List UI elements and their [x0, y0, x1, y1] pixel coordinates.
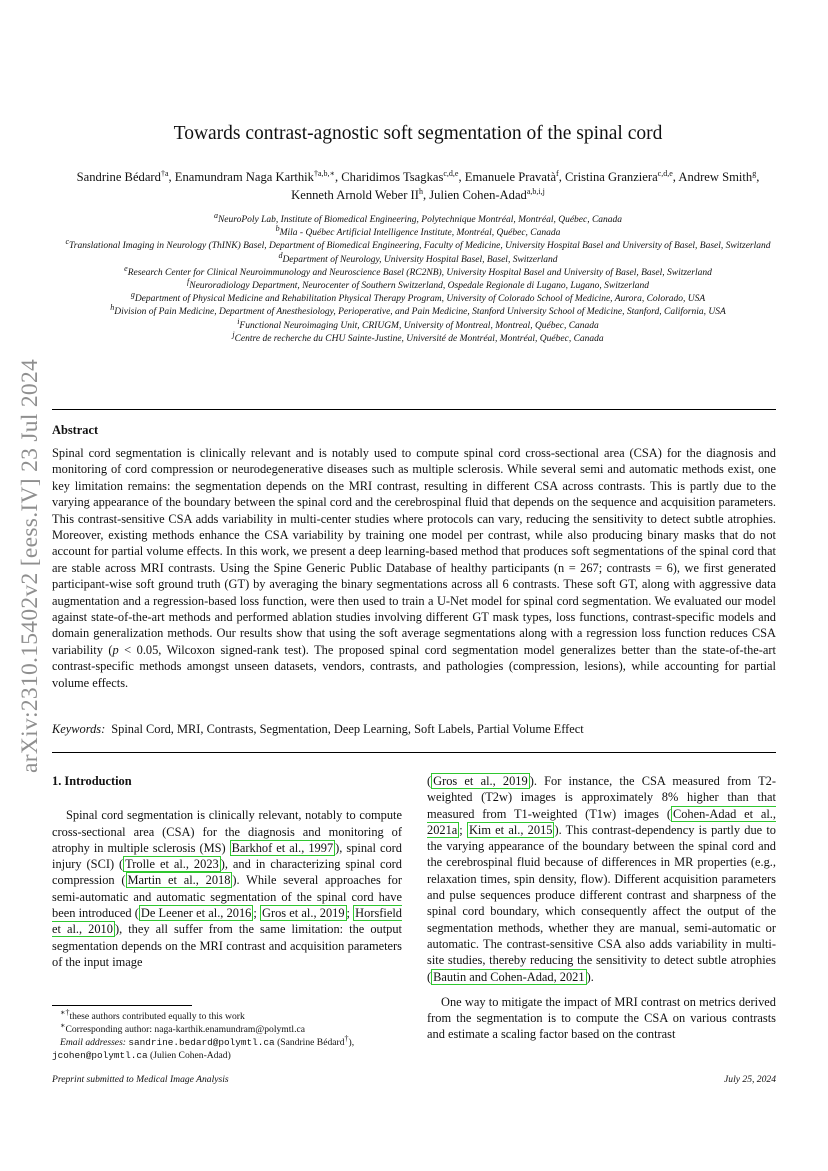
author-name: Charidimos Tsagkas [341, 170, 444, 184]
citation-link[interactable]: Gros et al., 2019 [433, 774, 528, 788]
affiliation-marker: e [124, 263, 128, 273]
abstract-bottom-rule [52, 752, 776, 753]
citation-link[interactable]: Trolle et al., 2023 [125, 857, 219, 872]
abstract-part-2: < 0.05, Wilcoxon signed-rank test). The proposed spinal cord segmentation model generalizes better than the state-of-the-art contrast-specific methods amongst unseen datasets, vendors, contrasts, and pathologies (compression, lesions), while accounting for partial volume effects. [52, 642, 776, 690]
author-affiliation-marker: g [752, 168, 757, 178]
affiliation-marker: c [65, 237, 70, 247]
citation-link[interactable]: Barkhof et al., 1997 [231, 840, 334, 855]
keywords [52, 722, 776, 737]
paper-title: Towards contrast-agnostic soft segmentation of the spinal cord [173, 123, 663, 144]
text-run: ), and in characterizing spinal cord compression ( [52, 857, 402, 888]
affiliation-text: Mila - Québec Artificial Intelligence Institute, Montréal, Québec, Canada [279, 228, 561, 239]
text-run: ( [427, 774, 432, 788]
author [465, 170, 559, 184]
footnote-corresponding [52, 1020, 402, 1036]
footer-date: July 25, 2024 [724, 1074, 776, 1085]
affiliation-text: Department of Neurology, University Hospital Basel, Basel, Switzerland [282, 254, 558, 265]
keywords-label: Keywords: [52, 722, 106, 736]
citation-link[interactable]: Martin et al., 2018 [127, 873, 231, 888]
affiliation-marker: f [187, 276, 190, 286]
citation-link[interactable]: Cohen-Adad et al., 2021a [427, 806, 776, 837]
text-run: ). While several approaches for semi-automatic and automatic segmentation of the spinal cord have been introduced ( [52, 873, 402, 921]
keywords-text: Spinal Cord, MRI, Contrasts, Segmentation, Deep Learning, Soft Labels, Partial Volume Effect [111, 722, 584, 736]
author-name: Kenneth Arnold Weber II [291, 188, 419, 202]
footnote-corr-marker: ∗ [60, 1020, 66, 1030]
footnote-emails-line2 [52, 1049, 402, 1062]
affiliation-marker: j [232, 329, 235, 339]
author-affiliation-marker: c,d,e [443, 168, 459, 178]
author [429, 188, 545, 202]
text-run: Spinal cord segmentation is clinically relevant, notably to compute cross-sectional area (CSA) for the diagnosis and monitoring of atrophy in multiple sclerosis (MS) [52, 808, 402, 855]
abstract-top-rule [52, 409, 776, 410]
author-name: Emanuele Pravatà [464, 170, 557, 184]
author-list: Sandrine Bédard$^{\dagger a}$, Enamundram Naga Karthik$^{\dagger a,b,∗}$, Charidimos Tsagkas$^{c,d,e}$, Emanuele Pravatà$^f$, Cristina Granziera$^{c,d,e}$, Andrew Smith$^g$, Kenneth Arnold Weber $II^h$, Julien Cohen-Adad$^{a,b,i,j}$ [76, 168, 760, 202]
author-affiliation-marker: †a [160, 168, 169, 178]
intro-paragraph-1-continued [427, 773, 776, 985]
affiliation [55, 303, 781, 319]
abstract-text [52, 445, 776, 691]
affiliation [55, 263, 781, 280]
author-name: Andrew Smith [678, 170, 753, 184]
affiliation-text: Department of Physical Medicine and Rehabilitation Physical Therapy Program, University of Colorado School of Medicine, Aurora, Colorado, USA [134, 294, 706, 305]
abstract-p-symbol: p [112, 642, 119, 657]
author-affiliation-marker: †a,b,∗ [313, 168, 335, 178]
affiliation-text: Centre de recherche du CHU Sainte-Justine, Université de Montréal, Montréal, Québec, Canada [234, 333, 604, 344]
author-name: Sandrine Bédard [76, 170, 161, 184]
affiliation [55, 224, 781, 240]
footnote-corr-text: Corresponding author: naga-karthik.enamundram@polymtl.ca [65, 1024, 305, 1035]
author [175, 170, 335, 184]
text-run: ; [459, 822, 467, 837]
author-affiliation-marker: f [556, 168, 559, 178]
email-bedard-close: ), [348, 1037, 355, 1048]
affiliation [55, 329, 781, 346]
email-cohen-adad[interactable]: jcohen@polymtl.ca [52, 1050, 148, 1061]
author-name: Cristina Granziera [565, 170, 658, 184]
citation-link[interactable]: Bautin and Cohen-Adad, 2021 [433, 969, 585, 984]
author-affiliation-marker: c,d,e [657, 168, 673, 178]
text-run: ). [586, 969, 594, 984]
affiliation-text: Research Center for Clinical Neuroimmunology and Neuroscience Basel (RC2NB), University Hospital Basel and University of Basel, Basel, Switzerland [127, 267, 712, 278]
affiliation [55, 316, 781, 333]
intro-left-column [52, 773, 402, 970]
author-affiliation-marker: a,b,i,j [526, 186, 545, 196]
citation-link[interactable]: De Leener et al., 2016 [140, 906, 252, 921]
author [341, 170, 458, 184]
author [77, 170, 169, 184]
affiliation-marker: h [110, 303, 115, 313]
author-name: Julien Cohen-Adad [429, 188, 527, 202]
email-cohen-adad-name: (Julien Cohen-Adad) [150, 1050, 231, 1061]
affiliation-text: Translational Imaging in Neurology (ThINK) Basel, Department of Biomedical Engineering, Faculty of Medicine, University Hospital Basel and University of Basel, Basel, Switzerland [69, 241, 771, 252]
footer-journal: Preprint submitted to Medical Image Analysis [52, 1074, 229, 1085]
affiliation [55, 237, 781, 253]
footnote-equal-contribution [52, 1007, 402, 1023]
affiliation-text: Division of Pain Medicine, Department of Anesthesiology, Perioperative, and Pain Medicine, Stanford University School of Medicine, Stanford, California, USA [114, 307, 726, 318]
affiliation [55, 250, 781, 267]
text-run: ). For instance, the CSA measured from T2-weighted (T2w) images is approximately 8% higher than that measured from T1-weighted (T1w) images ( [427, 774, 776, 821]
affiliation-marker: g [130, 290, 135, 300]
email-label: Email addresses: [60, 1037, 126, 1048]
author [291, 188, 423, 202]
citation-link[interactable]: Kim et al., 2015 [468, 822, 553, 837]
citation-link[interactable]: Horsfield et al., 2010 [52, 906, 402, 937]
intro-paragraph-2: One way to mitigate the impact of MRI contrast on metrics derived from the segmentation is to compute the CSA on various contrasts and estimate a scaling factor based on the contrast [427, 994, 776, 1042]
citation-link[interactable]: Gros et al., 2019 [262, 906, 345, 921]
abstract-part-1: Spinal cord segmentation is clinically relevant and is notably used to compute spinal cord cross-sectional area (CSA) for the diagnosis and monitoring of cord compression or neurodegenerative diseases such as multiple sclerosis. While several semi and automatic methods exist, one key limitation remains: the segmentation depends on the MRI contrast, resulting in different CSA across contrasts. This is partly due to the varying appearance of the boundary between the spinal cord and the cerebrospinal fluid that depends on the sequence and acquisition parameters. This contrast-sensitive CSA adds variability in multi-center studies where protocols can vary, reducing the sensitivity to detect subtle atrophies. Moreover, existing methods enhance the CSA variability by training one model per contrast, while also producing binary masks that do not account for partial volume effects. In this work, we present a deep learning-based method that produces soft segmentations of the spinal cord that are stable across MRI contrasts. Using the Spine Generic Public Database of healthy participants (n = 267; contrasts = 6), we first generated participant-wise soft ground truth (GT) by averaging the binary segmentations across all 6 contrasts. These soft GT, along with aggressive data augmentation and a regression-based loss function, were then used to train a U-Net model for spinal cord segmentation. We evaluated our model against state-of-the-art methods and performed ablation studies involving different GT mask types, loss functions, contrast-specific models and domain generalization methods. Our results show that using the soft average segmentations along with a regression loss function reduces CSA variability ( [52, 446, 776, 657]
section-heading-introduction: 1. Introduction [52, 774, 132, 788]
affiliation-text: NeuroPoly Lab, Institute of Biomedical Engineering, Polytechnique Montréal, Montréal, Québec, Canada [217, 215, 623, 225]
text-run: ). This contrast-dependency is partly due to the varying appearance of the boundary between the spinal cord and the cerebrospinal fluid because of differences in MR properties (e.g., relaxation times, spin density, flow). Different acquisition parameters and pulse sequences produce different contrast and sharpness of the spinal cord boundary, which consequently affect the output of the segmentation methods, whether they are manual, semi-automatic or automatic. The contrast-sensitive CSA also adds variability in multi-site studies, thereby reducing the sensitivity to detect subtle atrophies ( [427, 822, 776, 984]
affiliation [55, 276, 781, 293]
footnote-equal-text: these authors contributed equally to this work [69, 1011, 245, 1022]
affiliation [55, 210, 781, 227]
text-run: ; [346, 906, 354, 921]
abstract-heading: Abstract [52, 423, 99, 437]
text-run: ), they all suffer from the same limitation: the output segmentation depends on the MRI contrast and acquisition parameters of the input image [52, 922, 402, 969]
author-affiliation-marker: h [418, 186, 423, 196]
email-bedard-name: (Sandrine Bédard [277, 1037, 345, 1048]
affiliation-marker: b [275, 224, 280, 234]
affiliation-list [55, 210, 781, 346]
affiliation-marker: a [213, 210, 218, 220]
affiliation-marker: i [237, 316, 240, 326]
affiliation [55, 290, 781, 306]
email-bedard[interactable]: sandrine.bedard@polymtl.ca [128, 1037, 275, 1048]
text-run: ), spinal cord injury (SCI) ( [52, 840, 402, 872]
affiliation-marker: d [278, 250, 283, 260]
author-name: Enamundram Naga Karthik [174, 170, 314, 184]
affiliation-text: Neuroradiology Department, Neurocenter of Southern Switzerland, Ospedale Regionale di Lugano, Lugano, Switzerland [189, 281, 649, 292]
author [565, 170, 673, 184]
text-run: ; [253, 906, 260, 921]
footnote-emails [52, 1033, 402, 1049]
author [678, 170, 756, 184]
intro-paragraph-1 [52, 807, 402, 970]
footnote-equal-marker: ∗† [60, 1007, 70, 1017]
footnote-rule [52, 1005, 192, 1006]
email-bedard-marker: † [344, 1033, 349, 1043]
footnotes [52, 1007, 402, 1062]
affiliation-text: Functional Neuroimaging Unit, CRIUGM, University of Montreal, Montreal, Québec, Canada [239, 320, 599, 331]
arxiv-stamp: arXiv:2310.15402v2 [eess.IV] 23 Jul 2024 [17, 358, 43, 773]
intro-right-column [427, 773, 776, 1043]
